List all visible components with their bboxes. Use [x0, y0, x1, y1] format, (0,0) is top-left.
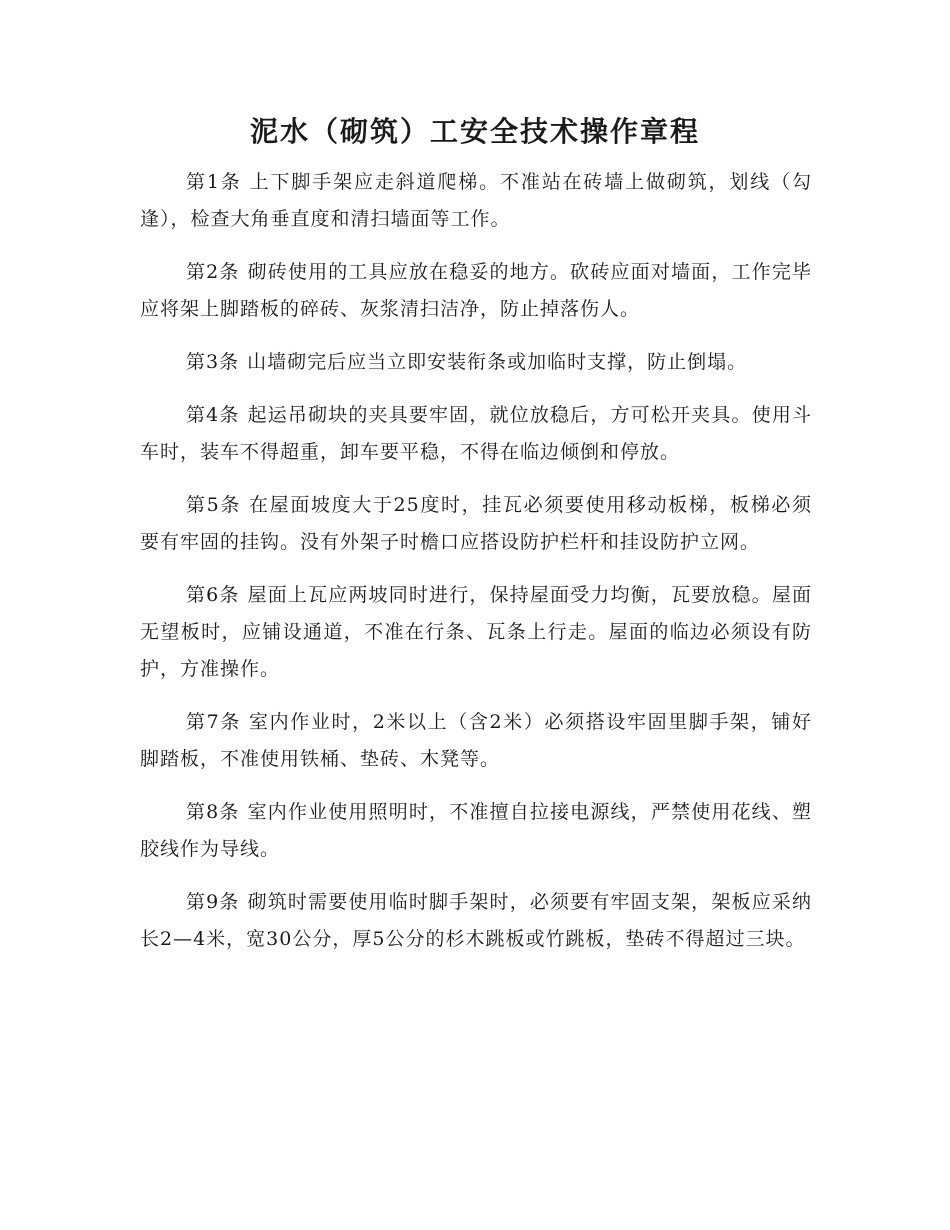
article-text: 室内作业时，2米以上（含2米）必须搭设牢固里脚手架，铺好脚踏板，不准使用铁桶、垫砖、木凳等。 [140, 711, 812, 770]
article-number: 第1条 [186, 171, 242, 193]
article-text: 室内作业使用照明时，不准擅自拉接电源线，严禁使用花线、塑胶线作为导线。 [140, 801, 812, 860]
article-4 [140, 397, 812, 471]
article-text: 起运吊砌块的夹具要牢固，就位放稳后，方可松开夹具。使用斗车时，装车不得超重，卸车要平稳，不得在临边倾倒和停放。 [140, 404, 812, 463]
article-number: 第3条 [186, 351, 240, 373]
article-2 [140, 254, 812, 328]
article-number: 第7条 [186, 711, 241, 733]
article-number: 第4条 [186, 404, 240, 426]
article-8 [140, 794, 812, 868]
article-text: 上下脚手架应走斜道爬梯。不准站在砖墙上做砌筑，划线（勾逢），检查大角垂直度和清扫墙面等工作。 [140, 171, 812, 230]
article-7 [140, 704, 812, 778]
article-number: 第6条 [186, 584, 240, 606]
article-text: 在屋面坡度大于25度时，挂瓦必须要使用移动板梯，板梯必须要有牢固的挂钩。没有外架子时檐口应搭设防护栏杆和挂设防护立网。 [140, 494, 812, 553]
article-number: 第2条 [186, 261, 240, 283]
article-number: 第5条 [186, 494, 242, 516]
article-list [140, 164, 812, 974]
article-text: 砌砖使用的工具应放在稳妥的地方。砍砖应面对墙面，工作完毕应将架上脚踏板的碎砖、灰浆清扫洁净，防止掉落伤人。 [140, 261, 812, 320]
article-number: 第9条 [186, 891, 240, 913]
article-1 [140, 164, 812, 238]
article-9 [140, 884, 812, 958]
document-title: 泥水（砌筑）工安全技术操作章程 [249, 115, 700, 148]
article-text: 砌筑时需要使用临时脚手架时，必须要有牢固支架，架板应采纳长2—4米，宽30公分，厚5公分的杉木跳板或竹跳板，垫砖不得超过三块。 [140, 891, 812, 950]
article-3 [140, 344, 812, 381]
article-5 [140, 487, 812, 561]
article-text: 屋面上瓦应两坡同时进行，保持屋面受力均衡，瓦要放稳。屋面无望板时，应铺设通道，不准在行条、瓦条上行走。屋面的临边必须设有防护，方准操作。 [140, 584, 812, 680]
article-text: 山墙砌完后应当立即安装衔条或加临时支撑，防止倒塌。 [247, 351, 748, 373]
article-6 [140, 577, 812, 688]
article-number: 第8条 [186, 801, 240, 823]
